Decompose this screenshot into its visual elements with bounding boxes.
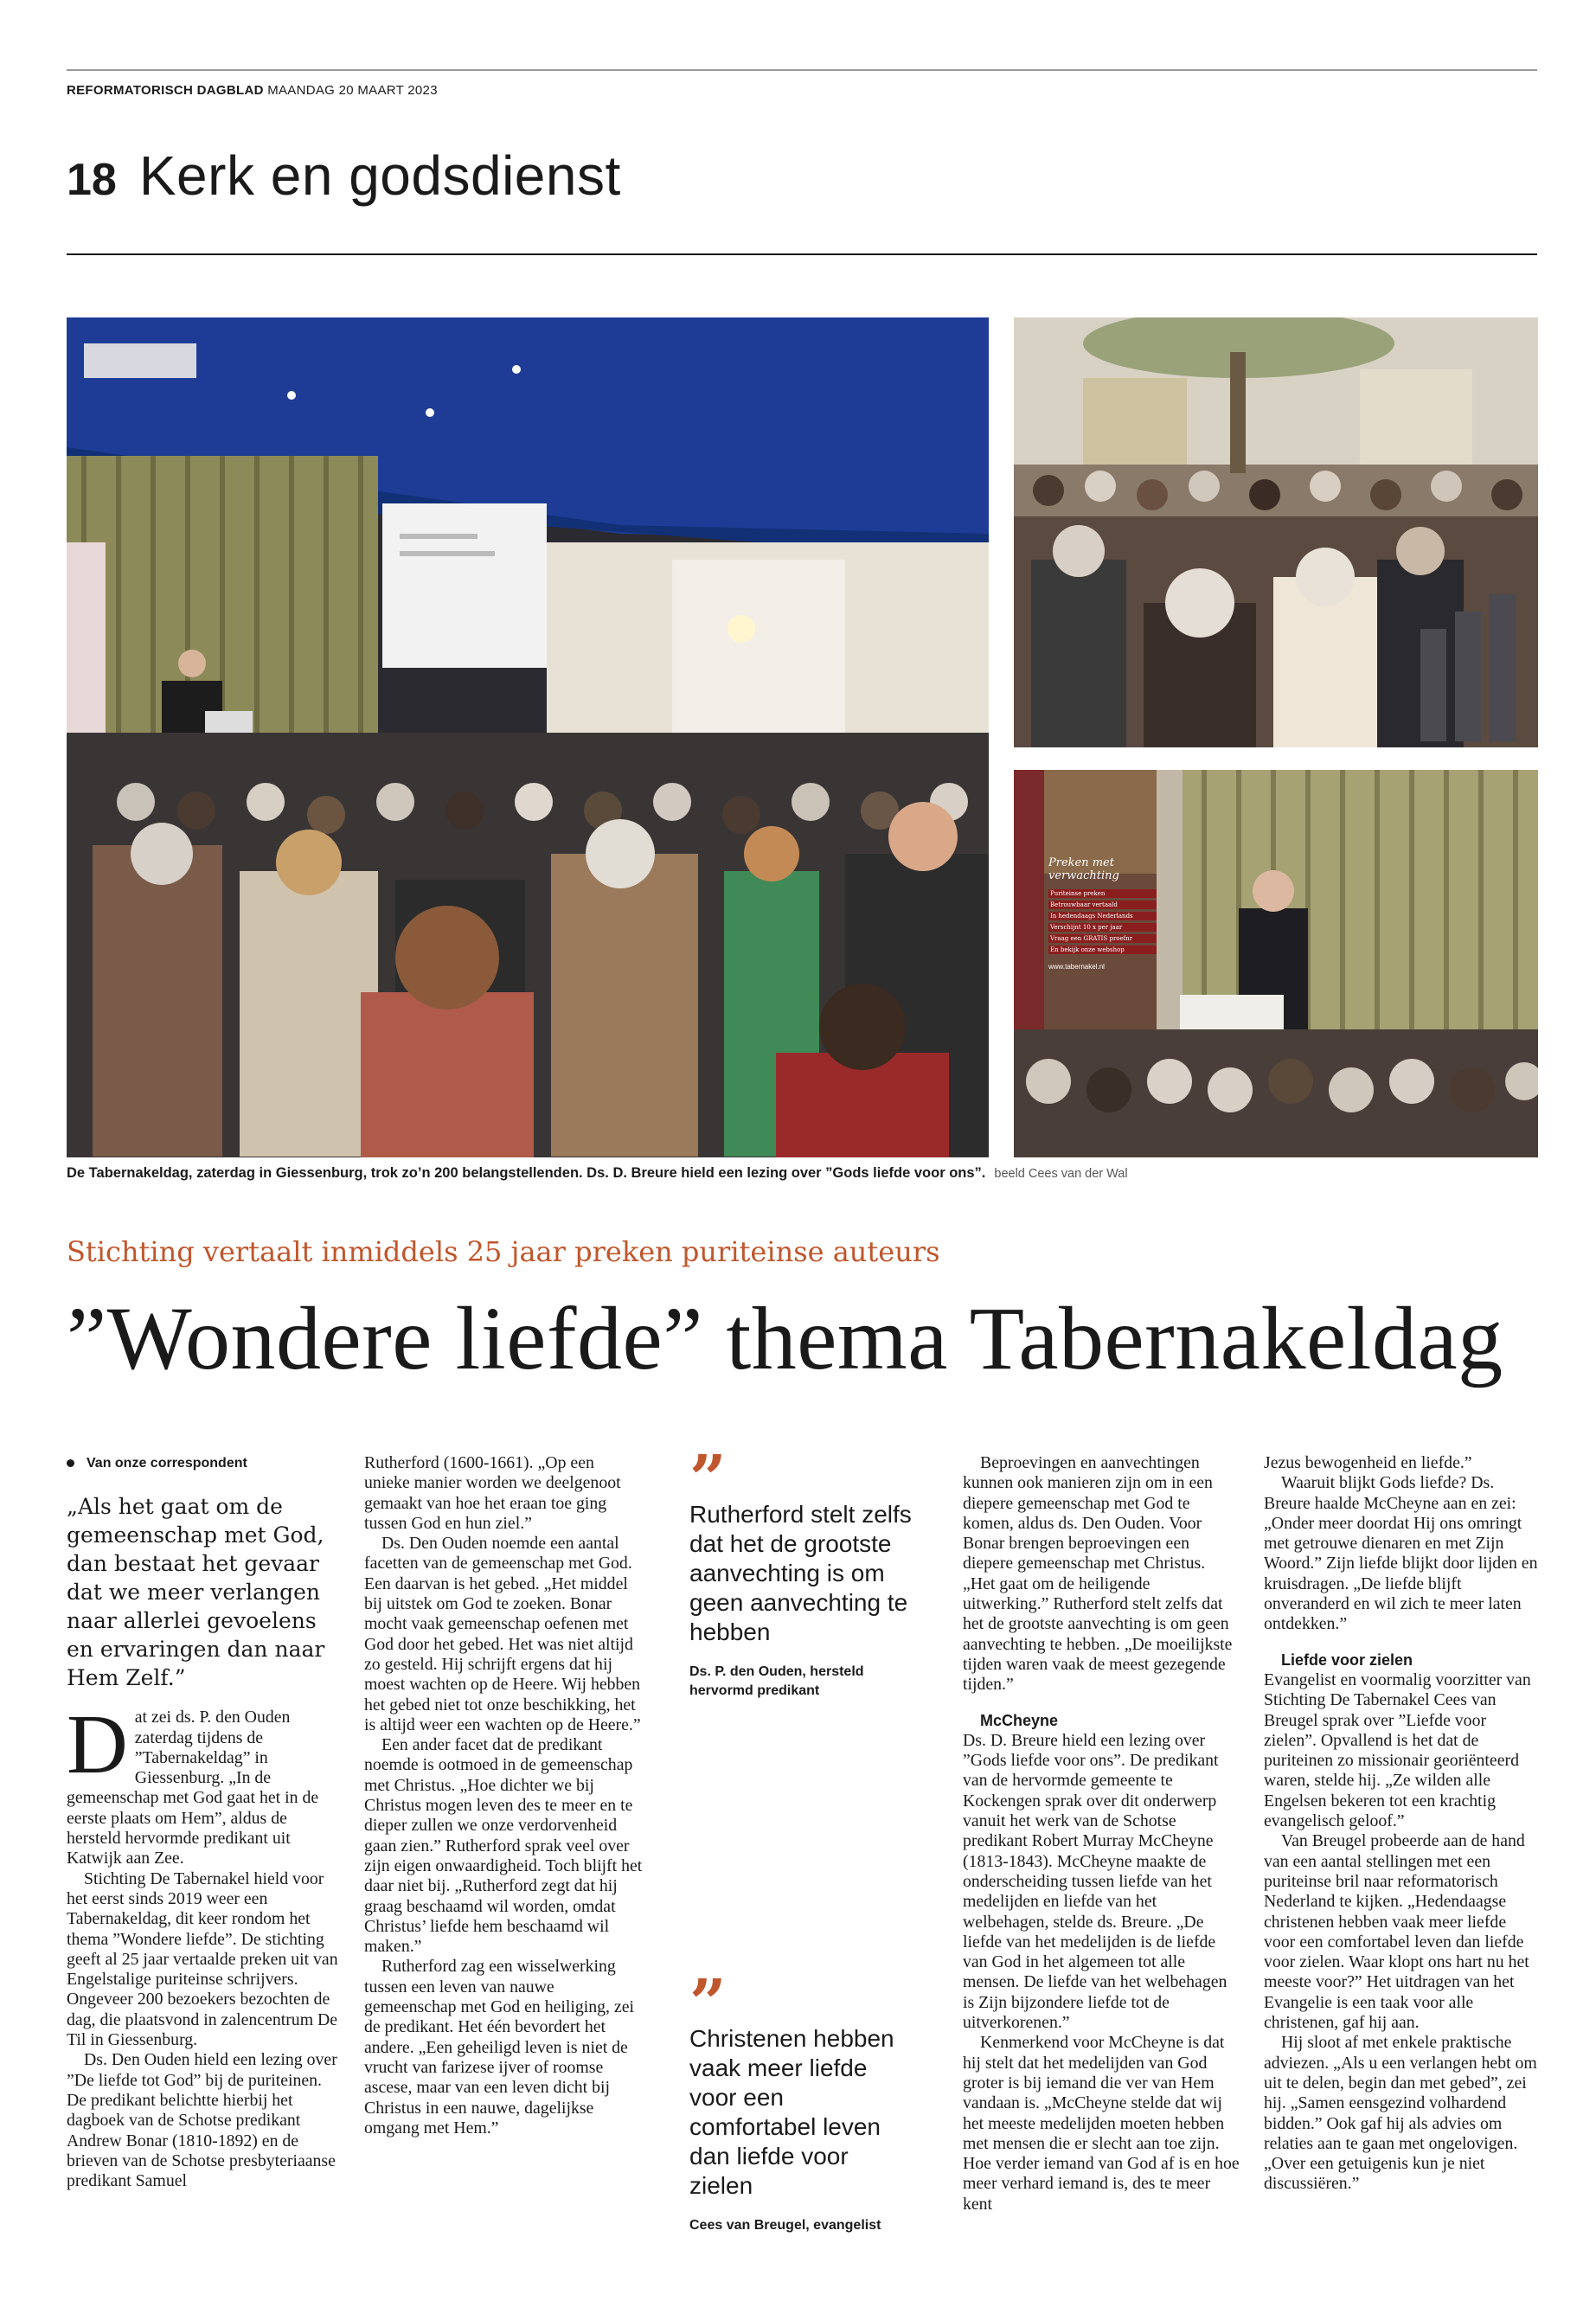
banner bbox=[1048, 856, 1157, 971]
article-kicker: Stichting vertaalt inmiddels 25 jaar preken puriteinse auteurs bbox=[67, 1235, 940, 1268]
section-rule bbox=[67, 253, 1537, 255]
section-header bbox=[67, 144, 621, 207]
photo-credit: beeld Cees van der Wal bbox=[994, 1167, 1128, 1181]
body-paragraph bbox=[67, 1698, 339, 1868]
body-paragraph: Van Breugel probeerde aan de hand van een aantal stellingen met een puriteinse bril naar reformatorisch Nederland te kijken. „Hedendaagse christenen hebben vaak meer liefde voor een comfortabel leven dan liefde voor zielen. Waar klopt ons hart nu het meeste voor?” Het uitdragen van het Evangelie is een taak voor alle christenen, gaf hij aan. bbox=[1264, 1831, 1529, 2033]
caption-text: De Tabernakeldag, zaterdag in Giessenburg, trok zo’n 200 belangstellenden. Ds. D. Breure hield een lezing over ”Gods liefde voor ons”. bbox=[67, 1165, 986, 1181]
body-paragraph: Kenmerkend voor McCheyne is dat hij stelt dat het medelijden van God groter is bij iemand die ver van Hem vandaan is. „McCheyne stelde dat wij het meeste medelijden moeten hebben met mensen die er slecht aan toe zijn. Hoe verder iemand van God af is en hoe meer verhard iemand is, des te meer kent bbox=[963, 2033, 1240, 2214]
banner-line: Verschijnt 10 x per jaar bbox=[1048, 923, 1157, 932]
article-column-5 bbox=[1264, 1453, 1539, 2195]
body-paragraph: Hij sloot af met enkele praktische adviezen. „Als u een verlangen hebt om uit te delen, begin dan met gebed”, zei hij. „Samen eensgezind volhardend bidden.” Ook gaf hij als advies om relaties aan te gaan met ongelovigen. „Over een getuigenis kun je niet discussiëren.” bbox=[1264, 2033, 1537, 2194]
pull-quote-attribution: Cees van Breugel, evangelist bbox=[689, 2218, 881, 2233]
pull-quote-2 bbox=[689, 1966, 913, 2235]
subheading: Liefde voor zielen bbox=[1281, 1650, 1413, 1669]
body-paragraph: Evangelist en voormalig voorzitter van Stichting De Tabernakel Cees van Breugel sprak over ”Liefde voor zielen”. Opvallend is het dat de puriteinen zo missionair georiënteerd waren, stelde hij. „Ze wilden alle Engelsen bekeren tot een krachtig evangelisch geloof.” bbox=[1264, 1670, 1531, 1831]
photo-auditorium bbox=[67, 317, 989, 1157]
pull-quote-1 bbox=[689, 1442, 913, 1701]
body-paragraph: Een ander facet dat de predikant noemde is ootmoed in de gemeenschap met Christus. „Hoe dichter we bij Christus mogen leven des te meer en te dieper zullen we onze verdorvenheid gaan zien.” Rutherford sprak veel over zijn eigen onwaardigheid. Toch blijft het daar niet bij. „Rutherford zegt dat hij graag beschaamd wil worden, omdat Christus’ liefde hem beschaamd wil maken.” bbox=[364, 1735, 643, 1957]
pull-quote-text: Christenen hebben vaak meer liefde voor een comfortabel leven dan liefde voor zielen bbox=[689, 2025, 894, 2199]
body-paragraph: Ds. D. Breure hield een lezing over ”Gods liefde voor ons”. De predikant van de hervormde gemeente te Kockengen sprak over dit onderwerp vanuit het werk van de Schotse predikant Robert Murray McCheyne (1813-1843). McCheyne maakte de onderscheiding tussen liefde van het medelijden en liefde van het welbehagen, stelde ds. Breure. „De liefde van het medelijden is de liefde van God in het algemeen tot alle mensen. De liefde van het welbehagen is Zijn bijzondere liefde tot de uitverkorenen.” bbox=[963, 1730, 1227, 2033]
bullet-icon bbox=[67, 1459, 74, 1467]
pull-quote-attribution: Ds. P. den Ouden, hersteld hervormd predikant bbox=[689, 1664, 864, 1698]
body-paragraph: Jezus bewogenheid en liefde.” bbox=[1264, 1453, 1472, 1472]
byline-text: Van onze correspondent bbox=[87, 1456, 247, 1471]
banner-title: Preken met verwachting bbox=[1048, 856, 1119, 882]
pull-quote-text: Rutherford stelt zelfs dat het de grootste aanvechting is om geen aanvechting te hebben bbox=[689, 1501, 912, 1645]
article-column-2 bbox=[364, 1453, 644, 2138]
quote-mark-icon: ” bbox=[689, 1966, 727, 2041]
intro-quote: „Als het gaat om de gemeenschap met God, dan bestaat het gevaar dat we meer verlangen naar allerlei gevoelens en ervaringen dan naar Hem Zelf.” bbox=[67, 1494, 325, 1691]
section-title: Kerk en godsdienst bbox=[138, 144, 621, 207]
issue-date: MAANDAG 20 MAART 2023 bbox=[267, 83, 438, 98]
banner-line: Vraag een GRATIS proefnr bbox=[1048, 934, 1157, 943]
photo-audience bbox=[1014, 317, 1538, 747]
article-column-1 bbox=[67, 1453, 339, 2191]
paragraph-text: at zei ds. P. den Ouden zaterdag tijdens de ”Tabernakeldag” in Giessenburg. „In de gemeenschap met God gaat het in de eerste plaats om Hem”, aldus de hersteld hervormde predikant uit Katwijk aan Zee. bbox=[67, 1708, 319, 1868]
body-paragraph: Waaruit blijkt Gods liefde? Ds. Breure haalde McCheyne aan en zei: „Onder meer doordat Hij ons omringt met getrouwe dienaren en met Zijn Woord.” Zijn liefde blijkt door lijden en kruisdragen. „De liefde blijft onveranderd en wil zich te meer laten ontdekken.” bbox=[1264, 1473, 1538, 1634]
banner-line: En bekijk onze webshop bbox=[1048, 945, 1157, 954]
subheading: McCheyne bbox=[980, 1711, 1059, 1729]
body-paragraph: Ds. Den Ouden noemde een aantal facetten van de gemeenschap met God. Een daarvan is het gebed. „Het middel bij uitstek om God te zoeken. Bonar mocht vaak gemeenschap oefenen met God door het gebed. Het was niet altijd zo gesteld. Hij schrijft ergens dat hij moest wachten op de Heere. Wij hebben het gebed niet tot onze beschikking, het is altijd weer een wachten op de Heere.” bbox=[364, 1534, 641, 1734]
body-paragraph: Beproevingen en aanvechtingen kunnen ook manieren zijn om in een diepere gemeenschap met God te komen, aldus ds. Den Ouden. Voor Bonar brengen beproevingen een diepere gemeenschap met Christus. „Het gaat om de heiligende uitwerking.” Rutherford stelt zelfs dat het de grootste aanvechting is om geen aanvechting te hebben. „De moeilijkste tijden waren vaak de meest gezegende tijden.” bbox=[963, 1453, 1233, 1695]
body-paragraph: Ds. Den Ouden hield een lezing over ”De liefde tot God” bij de puriteinen. De predikant belichtte hierbij het dagboek van de Schotse predikant Andrew Bonar (1810-1892) en de brieven van de Schotse presbyteriaanse predikant Samuel bbox=[67, 2050, 337, 2191]
paper-name: REFORMATORISCH DAGBLAD bbox=[67, 83, 264, 98]
photo-speaker bbox=[1014, 770, 1538, 1157]
body-paragraph: Rutherford zag een wisselwerking tussen een leven van nauwe gemeenschap met God en heiliging, zei de predikant. Het één bevordert het andere. „Een geheiligd leven is niet de vrucht van farizese ijver of roomse ascese, maar van een leven dicht bij Christus in een nauwe, dagelijkse omgang met Hem.” bbox=[364, 1957, 634, 2138]
banner-line: In hedendaags Nederlands bbox=[1048, 912, 1157, 920]
body-paragraph: Rutherford (1600-1661). „Op een unieke manier worden we deelgenoot gemaakt van hoe het eraan toe ging tussen God en hun ziel.” bbox=[364, 1453, 621, 1533]
photo-caption bbox=[67, 1165, 1537, 1182]
page-number: 18 bbox=[67, 155, 117, 205]
body-paragraph: Stichting De Tabernakel hield voor het eerst sinds 2019 weer een Tabernakeldag, dit keer rondom het thema ”Wondere liefde”. De stichting geeft al 25 jaar vertaalde preken uit van Engelstalige puriteinse schrijvers. Ongeveer 200 bezoekers bezochten de dag, die plaatsvond in zalencentrum De Til in Giessenburg. bbox=[67, 1868, 338, 2050]
quote-mark-icon: ” bbox=[689, 1442, 727, 1516]
banner-line: Puriteinse preken bbox=[1048, 889, 1157, 898]
article-column-4 bbox=[963, 1453, 1240, 2214]
drop-cap: D bbox=[67, 1698, 128, 1792]
banner-line: Betrouwbaar vertaald bbox=[1048, 901, 1157, 909]
article-headline: ”Wondere liefde” thema Tabernakeldag bbox=[67, 1289, 1503, 1388]
banner-url: www.tabernakel.nl bbox=[1048, 963, 1105, 971]
masthead bbox=[67, 69, 1537, 98]
byline bbox=[67, 1453, 339, 1473]
